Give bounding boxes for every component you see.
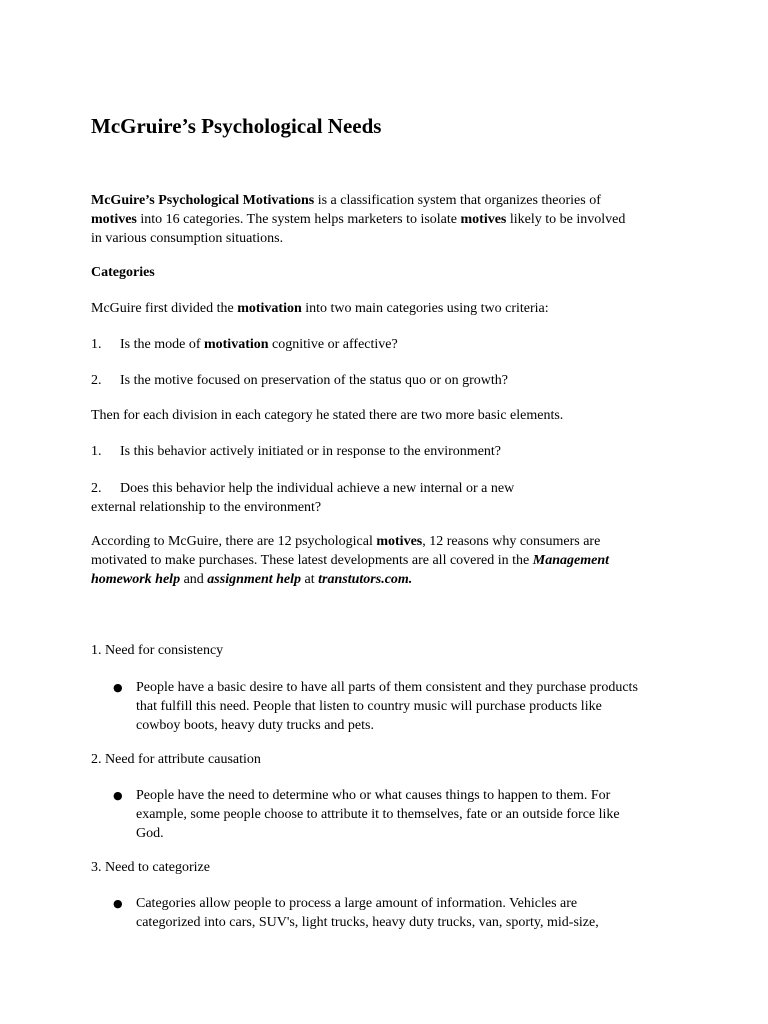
- according-text: According to McGuire, there are 12 psychological: [91, 534, 377, 549]
- bullet-line: that fulfill this need. People that listen to country music will purchase products like: [136, 699, 602, 714]
- intro-text: into 16 categories. The system helps marketers to isolate: [136, 212, 461, 227]
- intro-paragraph: [91, 191, 625, 248]
- according-text: at: [301, 572, 319, 587]
- bullet-line: People have a basic desire to have all parts of them consistent and they purchase products: [136, 680, 638, 695]
- divided-text: McGuire first divided the: [91, 301, 238, 316]
- according-line-3: [91, 570, 609, 589]
- bullet-line: example, some people choose to attribute it to themselves, fate or an outside force like: [136, 807, 620, 822]
- according-text: and: [180, 572, 208, 587]
- bullet-line: God.: [136, 826, 164, 841]
- bullet-icon: ●: [113, 789, 123, 802]
- according-emphasis: transtutors.com.: [318, 572, 413, 587]
- element-text: Does this behavior help the individual achieve a new internal or a new: [120, 481, 515, 496]
- element-text-continued: external relationship to the environment?: [91, 500, 322, 515]
- according-paragraph: [91, 532, 609, 589]
- list-number: 2.: [91, 373, 102, 388]
- criteria-item-1: [91, 335, 398, 354]
- bullet-line: categorized into cars, SUV's, light trucks, heavy duty trucks, van, sporty, mid-size,: [136, 915, 599, 930]
- intro-term: McGuire’s Psychological Motivations: [91, 193, 315, 208]
- intro-line-2: [91, 210, 625, 229]
- criteria-text: Is the mode of: [120, 337, 204, 352]
- then-paragraph: Then for each division in each category he stated there are two more basic elements.: [91, 408, 564, 423]
- bullet-line: Categories allow people to process a large amount of information. Vehicles are: [136, 896, 578, 911]
- categories-heading: [91, 263, 155, 282]
- according-term: motives: [376, 534, 423, 549]
- bullet-icon: ●: [113, 897, 123, 910]
- according-emphasis: homework help: [91, 572, 181, 587]
- need-heading-1: 1. Need for consistency: [91, 643, 224, 658]
- criteria-term: motivation: [203, 337, 269, 352]
- bullet-line: People have the need to determine who or what causes things to happen to them. For: [136, 788, 611, 803]
- bullet-line: cowboy boots, heavy duty trucks and pets.: [136, 718, 374, 733]
- list-number: 1.: [91, 444, 102, 459]
- intro-line-3: in various consumption situations.: [91, 231, 284, 246]
- criteria-text: cognitive or affective?: [268, 337, 398, 352]
- need-heading-2: 2. Need for attribute causation: [91, 752, 261, 767]
- element-line: [91, 479, 514, 498]
- need-heading-3: 3. Need to categorize: [91, 860, 210, 875]
- criteria-text: Is the motive focused on preservation of the status quo or on growth?: [120, 373, 509, 388]
- bullet-icon: ●: [113, 681, 123, 694]
- divided-text: into two main categories using two criteria:: [301, 301, 549, 316]
- according-text: motivated to make purchases. These latest developments are all covered in the: [91, 553, 533, 568]
- according-line-1: [91, 532, 609, 551]
- intro-text: is a classification system that organizes theories of: [314, 193, 601, 208]
- element-item-1: [91, 442, 501, 461]
- criteria-item-2: [91, 371, 508, 390]
- according-emphasis: Management: [532, 553, 609, 568]
- according-line-2: [91, 551, 609, 570]
- categories-heading-text: Categories: [91, 265, 155, 280]
- divided-term: motivation: [237, 301, 302, 316]
- intro-line-1: [91, 191, 625, 210]
- intro-text: likely to be involved: [506, 212, 626, 227]
- according-emphasis: assignment help: [207, 572, 302, 587]
- list-number: 2.: [91, 481, 102, 496]
- bullet-text: [136, 678, 638, 735]
- divided-paragraph: [91, 299, 549, 318]
- intro-term: motives: [91, 212, 137, 227]
- document-title: McGruire’s Psychological Needs: [91, 114, 382, 138]
- bullet-text: [136, 894, 599, 932]
- element-text: Is this behavior actively initiated or in response to the environment?: [120, 444, 502, 459]
- element-item-2: [91, 479, 514, 517]
- list-number: 1.: [91, 337, 102, 352]
- bullet-text: [136, 786, 620, 843]
- intro-term: motives: [460, 212, 507, 227]
- according-text: , 12 reasons why consumers are: [422, 534, 601, 549]
